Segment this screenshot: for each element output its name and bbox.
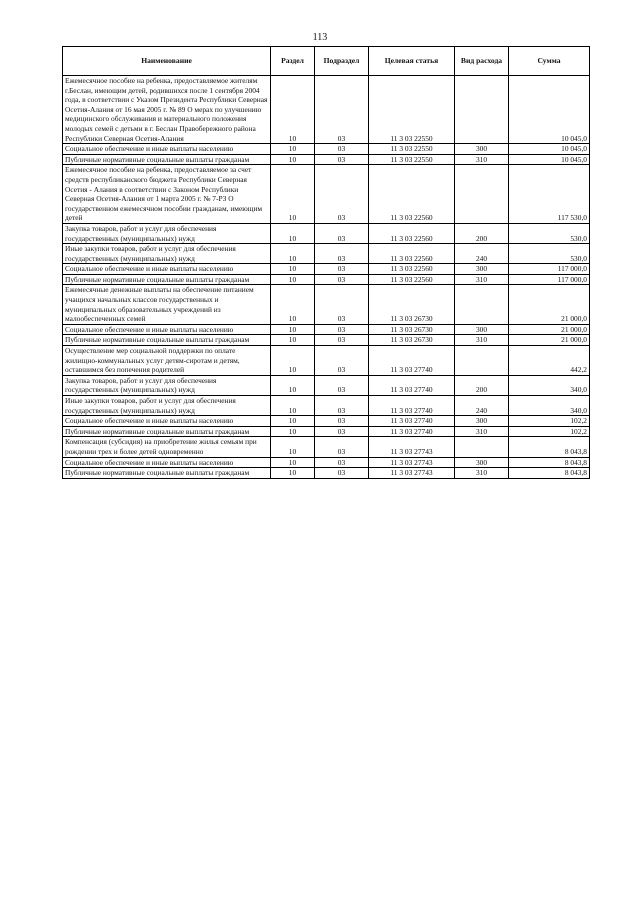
table-row	[63, 76, 590, 144]
cell-name: Публичные нормативные социальные выплаты гражданам	[63, 335, 271, 346]
cell-summa: 117 000,0	[509, 264, 590, 275]
cell-summa: 8 043,8	[509, 457, 590, 468]
table-row	[63, 154, 590, 165]
cell-name: Публичные нормативные социальные выплаты гражданам	[63, 154, 271, 165]
cell-summa: 102,2	[509, 426, 590, 437]
cell-podrazdel: 03	[315, 144, 369, 155]
cell-vid: 310	[455, 468, 509, 479]
cell-vid: 240	[455, 396, 509, 416]
cell-razdel: 10	[271, 165, 315, 224]
cell-razdel: 10	[271, 416, 315, 427]
header-celevaya: Целевая статья	[369, 47, 455, 76]
cell-razdel: 10	[271, 223, 315, 243]
cell-name: Закупка товаров, работ и услуг для обеспечения государственных (муниципальных) нужд	[63, 223, 271, 243]
cell-podrazdel: 03	[315, 346, 369, 376]
cell-podrazdel: 03	[315, 274, 369, 285]
cell-name: Социальное обеспечение и иные выплаты населению	[63, 324, 271, 335]
cell-name: Социальное обеспечение и иные выплаты населению	[63, 457, 271, 468]
cell-celevaya: 11 3 03 22560	[369, 223, 455, 243]
cell-vid	[455, 285, 509, 324]
cell-celevaya: 11 3 03 22560	[369, 165, 455, 224]
cell-razdel: 10	[271, 375, 315, 395]
cell-vid: 200	[455, 375, 509, 395]
cell-razdel: 10	[271, 264, 315, 275]
cell-podrazdel: 03	[315, 468, 369, 479]
cell-name: Ежемесячные денежные выплаты на обеспечение питанием учащихся начальных классов государственных и муниципальных образовательных учреждений из малообеспеченных семей	[63, 285, 271, 324]
cell-celevaya: 11 3 03 22560	[369, 264, 455, 275]
cell-razdel: 10	[271, 457, 315, 468]
cell-summa: 8 043,8	[509, 437, 590, 457]
cell-summa: 8 043,8	[509, 468, 590, 479]
table-row	[63, 457, 590, 468]
cell-podrazdel: 03	[315, 285, 369, 324]
cell-celevaya: 11 3 03 27740	[369, 416, 455, 427]
cell-razdel: 10	[271, 244, 315, 264]
page-number: 113	[312, 32, 328, 43]
cell-razdel: 10	[271, 346, 315, 376]
table-row	[63, 223, 590, 243]
header-name: Наименование	[63, 47, 271, 76]
cell-razdel: 10	[271, 426, 315, 437]
cell-podrazdel: 03	[315, 165, 369, 224]
cell-summa: 340,0	[509, 396, 590, 416]
cell-vid	[455, 346, 509, 376]
cell-razdel: 10	[271, 335, 315, 346]
cell-summa: 21 000,0	[509, 324, 590, 335]
cell-summa: 21 000,0	[509, 285, 590, 324]
cell-vid: 300	[455, 416, 509, 427]
header-summa: Сумма	[509, 47, 590, 76]
table-row	[63, 335, 590, 346]
cell-summa: 530,0	[509, 244, 590, 264]
table-row	[63, 468, 590, 479]
table-row	[63, 346, 590, 376]
cell-name: Социальное обеспечение и иные выплаты населению	[63, 264, 271, 275]
cell-podrazdel: 03	[315, 154, 369, 165]
cell-razdel: 10	[271, 274, 315, 285]
cell-name: Публичные нормативные социальные выплаты гражданам	[63, 468, 271, 479]
cell-summa: 10 045,0	[509, 154, 590, 165]
header-vid: Вид расхода	[455, 47, 509, 76]
cell-name: Иные закупки товаров, работ и услуг для обеспечения государственных (муниципальных) нужд	[63, 396, 271, 416]
cell-celevaya: 11 3 03 22560	[369, 274, 455, 285]
cell-celevaya: 11 3 03 22550	[369, 144, 455, 155]
cell-name: Ежемесячное пособие на ребенка, предоставляемое жителям г.Беслан, имеющим детей, родившихся после 1 сентября 2004 года, в соответствии с Указом Президента Республики Северная Осетия-Алания от 16 мая 2005 г. № 89 О мерах по улучшению медицинского обслуживания и материального положения молодых семей с детьми в г. Беслан Правобережного района Республики Северная Осетия-Алания	[63, 76, 271, 144]
cell-podrazdel: 03	[315, 335, 369, 346]
cell-podrazdel: 03	[315, 396, 369, 416]
cell-razdel: 10	[271, 285, 315, 324]
cell-celevaya: 11 3 03 22560	[369, 244, 455, 264]
cell-celevaya: 11 3 03 27743	[369, 457, 455, 468]
table-row	[63, 437, 590, 457]
cell-name: Социальное обеспечение и иные выплаты населению	[63, 144, 271, 155]
cell-celevaya: 11 3 03 27740	[369, 375, 455, 395]
cell-vid: 300	[455, 324, 509, 335]
table-header-row	[63, 47, 590, 76]
cell-name: Публичные нормативные социальные выплаты гражданам	[63, 426, 271, 437]
cell-podrazdel: 03	[315, 457, 369, 468]
cell-vid	[455, 165, 509, 224]
cell-celevaya: 11 3 03 22550	[369, 76, 455, 144]
table-row	[63, 324, 590, 335]
cell-celevaya: 11 3 03 27740	[369, 346, 455, 376]
cell-vid: 310	[455, 154, 509, 165]
header-podrazdel: Подраздел	[315, 47, 369, 76]
cell-razdel: 10	[271, 396, 315, 416]
cell-razdel: 10	[271, 468, 315, 479]
table-row	[63, 244, 590, 264]
cell-celevaya: 11 3 03 26730	[369, 335, 455, 346]
cell-razdel: 10	[271, 437, 315, 457]
cell-name: Иные закупки товаров, работ и услуг для обеспечения государственных (муниципальных) нужд	[63, 244, 271, 264]
cell-name: Социальное обеспечение и иные выплаты населению	[63, 416, 271, 427]
cell-vid: 300	[455, 457, 509, 468]
cell-vid: 240	[455, 244, 509, 264]
table-row	[63, 416, 590, 427]
cell-podrazdel: 03	[315, 324, 369, 335]
cell-podrazdel: 03	[315, 244, 369, 264]
cell-podrazdel: 03	[315, 264, 369, 275]
table-row	[63, 274, 590, 285]
cell-name: Публичные нормативные социальные выплаты гражданам	[63, 274, 271, 285]
cell-celevaya: 11 3 03 27740	[369, 396, 455, 416]
cell-vid: 310	[455, 274, 509, 285]
cell-summa: 102,2	[509, 416, 590, 427]
cell-podrazdel: 03	[315, 375, 369, 395]
cell-vid: 310	[455, 426, 509, 437]
cell-vid	[455, 76, 509, 144]
cell-vid: 310	[455, 335, 509, 346]
table-row	[63, 285, 590, 324]
cell-celevaya: 11 3 03 27743	[369, 468, 455, 479]
cell-razdel: 10	[271, 324, 315, 335]
cell-celevaya: 11 3 03 26730	[369, 285, 455, 324]
cell-name: Ежемесячное пособие на ребенка, предоставляемое за счет средств республиканского бюджета Республики Северная Осетия - Алания в соответствии с Законом Республики Северная Осетия-Алания от 1 марта 2005 г. № 7-РЗ О государственном ежемесячном пособии гражданам, имеющим детей	[63, 165, 271, 224]
cell-vid: 300	[455, 144, 509, 155]
cell-razdel: 10	[271, 154, 315, 165]
cell-summa: 340,0	[509, 375, 590, 395]
cell-celevaya: 11 3 03 26730	[369, 324, 455, 335]
cell-summa: 21 000,0	[509, 335, 590, 346]
table-row	[63, 375, 590, 395]
header-razdel: Раздел	[271, 47, 315, 76]
cell-name: Закупка товаров, работ и услуг для обеспечения государственных (муниципальных) нужд	[63, 375, 271, 395]
table-row	[63, 264, 590, 275]
cell-summa: 10 045,0	[509, 144, 590, 155]
cell-celevaya: 11 3 03 27743	[369, 437, 455, 457]
table-row	[63, 165, 590, 224]
cell-podrazdel: 03	[315, 223, 369, 243]
cell-podrazdel: 03	[315, 437, 369, 457]
cell-name: Компенсация (субсидия) на приобретение жилья семьям при рождении трех и более детей одновременно	[63, 437, 271, 457]
cell-podrazdel: 03	[315, 426, 369, 437]
cell-vid: 300	[455, 264, 509, 275]
cell-celevaya: 11 3 03 27740	[369, 426, 455, 437]
cell-summa: 10 045,0	[509, 76, 590, 144]
table-row	[63, 426, 590, 437]
cell-vid	[455, 437, 509, 457]
cell-vid: 200	[455, 223, 509, 243]
cell-summa: 117 530,0	[509, 165, 590, 224]
cell-razdel: 10	[271, 144, 315, 155]
budget-table	[62, 46, 590, 479]
cell-celevaya: 11 3 03 22550	[369, 154, 455, 165]
table-row	[63, 144, 590, 155]
cell-podrazdel: 03	[315, 416, 369, 427]
cell-podrazdel: 03	[315, 76, 369, 144]
cell-name: Осуществление мер социальной поддержки по оплате жилищно-коммунальных услуг детям-сиротам и детям, оставшимся без попечения родителей	[63, 346, 271, 376]
cell-summa: 117 000,0	[509, 274, 590, 285]
table-row	[63, 396, 590, 416]
cell-razdel: 10	[271, 76, 315, 144]
cell-summa: 530,0	[509, 223, 590, 243]
cell-summa: 442,2	[509, 346, 590, 376]
